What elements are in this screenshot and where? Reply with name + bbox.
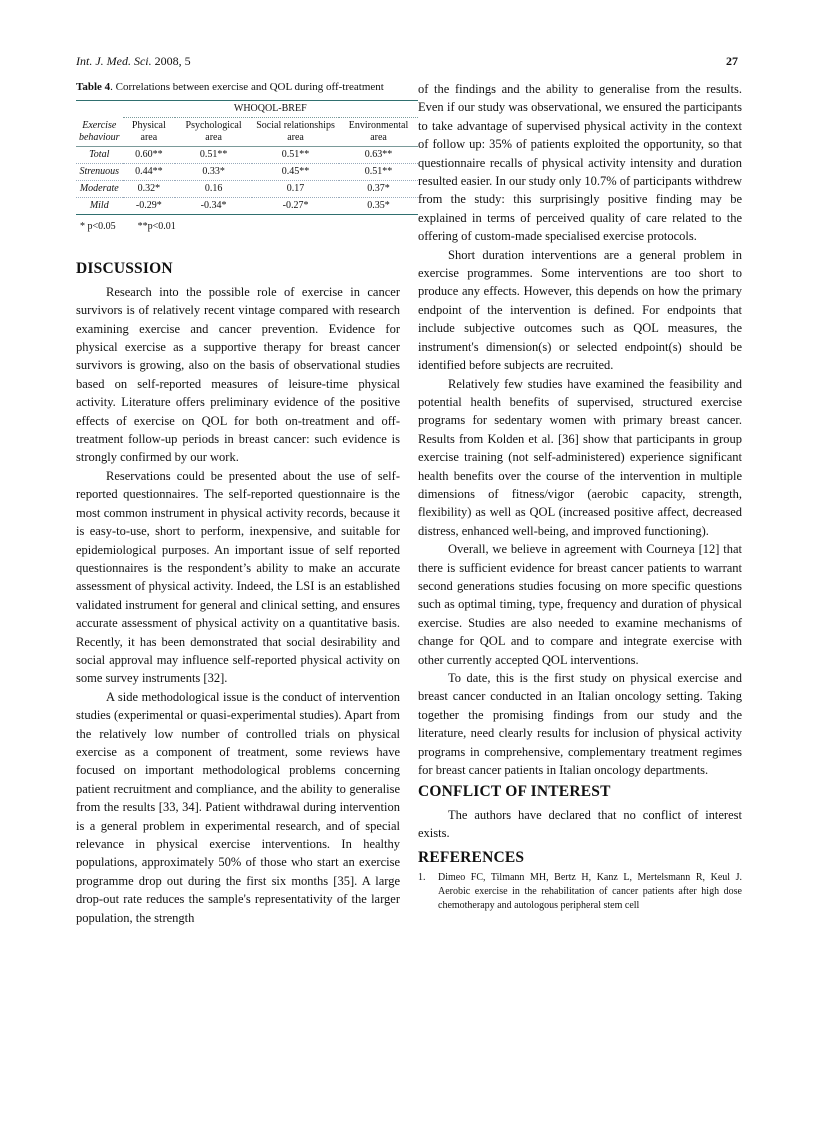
discussion-heading: DISCUSSION <box>76 260 173 278</box>
table-row <box>76 198 418 215</box>
table-row <box>76 147 418 164</box>
table-cell: -0.27* <box>252 198 339 215</box>
table-cell: 0.60** <box>123 147 176 164</box>
discussion-paragraph-continued: of the findings and the ability to generalise from the results. Even if our study was observational, we ensured the participants to take advantage of supervised physical activity in the context of follow up: 35% of patients exploited the opportunity, so that questionnaire recalls of physical activity intensity and duration resulted easier. In our study only 10.7% of participants withdrew from the study: this surprisingly positive finding may be explained in terms of perceived quality of care related to the offering of custom-made specialised exercise protocols. <box>418 82 742 244</box>
left-column <box>76 80 409 927</box>
discussion-paragraph: To date, this is the first study on physical exercise and breast cancer conducted in an Italian oncology setting. Taking together the promising findings from our study and the literature, need clearly results for inclusion of physical activity programs in comprehensive, complementary treatment regimes for breast cancer patients in Italian oncology departments. <box>418 671 742 778</box>
table-row <box>76 164 418 181</box>
reference-list <box>418 871 742 913</box>
table-row <box>76 181 418 198</box>
table-group-header: WHOQOL-BREF <box>123 101 418 118</box>
table-caption <box>76 80 400 94</box>
discussion-paragraph: A side methodological issue is the conduct of intervention studies (experimental or quasi-experimental studies). Apart from the relatively low number of controlled trials on physical exercise as a component of treatment, some reviews have focused on important methodological problems concerning patient recruitment and compliance, and the ability to generalise from the results [33, 34]. Patient withdrawal during intervention is a general problem in experimental research, and of special relevance in physical exercise interventions. In healthy populations, approximately 50% of those who start an exercise programme drop out during the first six months [35]. A large drop-out rate reduces the sample's representativity of the larger population, the strength <box>76 689 400 925</box>
table-row-label: Moderate <box>76 181 123 198</box>
conflict-heading: CONFLICT OF INTEREST <box>418 783 611 801</box>
table-column-header: Psychological area <box>175 118 252 147</box>
journal-year-volume: 2008, 5 <box>151 54 191 68</box>
table-cell: -0.29* <box>123 198 176 215</box>
table-cell: 0.17 <box>252 181 339 198</box>
table-group-header-row <box>76 101 418 118</box>
table-cell: 0.35* <box>339 198 418 215</box>
table-column-header: Social relationships area <box>252 118 339 147</box>
table-footnote <box>80 218 400 236</box>
right-column <box>418 80 742 913</box>
table-cell: 0.51** <box>252 147 339 164</box>
table-cell: -0.34* <box>175 198 252 215</box>
correlation-table <box>76 100 418 215</box>
table-cell: 0.33* <box>175 164 252 181</box>
table-cell: 0.51** <box>339 164 418 181</box>
conflict-paragraph: The authors have declared that no conflict of interest exists. <box>418 807 742 841</box>
table-row-label: Total <box>76 147 123 164</box>
table-cell: 0.44** <box>123 164 176 181</box>
footnote-p005: * p<0.05 <box>80 221 116 232</box>
reference-number: 1. <box>418 872 426 884</box>
table-cell: 0.51** <box>175 147 252 164</box>
page-number: 27 <box>726 54 738 68</box>
references-heading: REFERENCES <box>418 848 525 866</box>
discussion-paragraph: Relatively few studies have examined the feasibility and potential health benefits of supervised, structured exercise programs for sedentary women with primary breast cancer. Results from Kolden et al. [36] show that participants in group exercise training (not self-administered) experience significant health benefits over the course of the intervention in multiple dimensions of fitness/vigor (aerobic capacity, strength, flexibility) as well as QOL (increased positive affect, decreased distress, enhanced well-being, and improved functioning). <box>418 376 742 538</box>
discussion-paragraph: Overall, we believe in agreement with Courneya [12] that there is sufficient evidence for breast cancer patients to warrant second generations studies focusing on more specific questions such as optimal timing, type, frequency and duration of physical exercise. Studies are also needed to examine mechanisms of change for QOL and to compare and integrate exercise with other currently accepted QOL interventions. <box>418 542 742 667</box>
table-caption-label: Table 4 <box>76 81 111 93</box>
table-row-label: Mild <box>76 198 123 215</box>
reference-text: Dimeo FC, Tilmann MH, Bertz H, Kanz L, Mertelsmann R, Keul J. Aerobic exercise in the rehabilitation of cancer patients after high dose chemotherapy and autologous peripheral stem cell <box>438 872 742 912</box>
table-cell: 0.37* <box>339 181 418 198</box>
discussion-paragraph: Reservations could be presented about the use of self-reported questionnaires. The self-reported questionnaire is the most common instrument in physical activity records, because it is easy-to-use, short to perform, inexpensive, and suitable for epidemiological purposes. An important issue of self reported questionnaires is the respondent’s ability to make an accurate assessment of physical activity. Indeed, the LSI is an established validated instrument for general and clinical setting, and ensures accurate assessment of physical activity on a quantitative basis. Recently, it has been demonstrated that social desirability and social approval may influence self-reported physical activity on some survey instruments [32]. <box>76 468 400 686</box>
table-row-header-label: Exercise behaviour <box>76 118 123 147</box>
table-cell: 0.45** <box>252 164 339 181</box>
table-column-header: Environmental area <box>339 118 418 147</box>
table-row-label: Strenuous <box>76 164 123 181</box>
table-caption-text: . Correlations between exercise and QOL during off-treatment <box>110 81 384 93</box>
table-cell: 0.63** <box>339 147 418 164</box>
table-cell: 0.32* <box>123 181 176 198</box>
table-column-header: Physical area <box>123 118 176 147</box>
discussion-paragraph: Short duration interventions are a general problem in exercise programmes. Some interventions are too short to produce any effects. However, this depends on how the primary endpoint of the intervention is defined. For endpoints that include subjective outcomes such as QOL measures, the instrument's dimension(s) or selected endpoint(s) should be identified before subjects are recruited. <box>418 247 742 373</box>
reference-item <box>418 871 742 913</box>
footnote-p001: **p<0.01 <box>137 221 176 232</box>
discussion-paragraph: Research into the possible role of exercise in cancer survivors is of relatively recent vintage compared with research examining exercise and cancer prevention. Evidence for physical exercise as a supportive therapy for breast cancer survivors is growing, also on the basis of observational studies based on self-reported measures of leisure-time physical activity. Literature offers preliminary evidence of the positive effects of exercise on QOL for both on-treatment and off-treatment follow-up periods in breast cancer: such evidence is strongly confirmed by our work. <box>76 284 400 465</box>
journal-name: Int. J. Med. Sci. <box>76 54 152 68</box>
running-head <box>76 54 191 69</box>
table-cell: 0.16 <box>175 181 252 198</box>
table-column-header-row <box>76 118 418 147</box>
